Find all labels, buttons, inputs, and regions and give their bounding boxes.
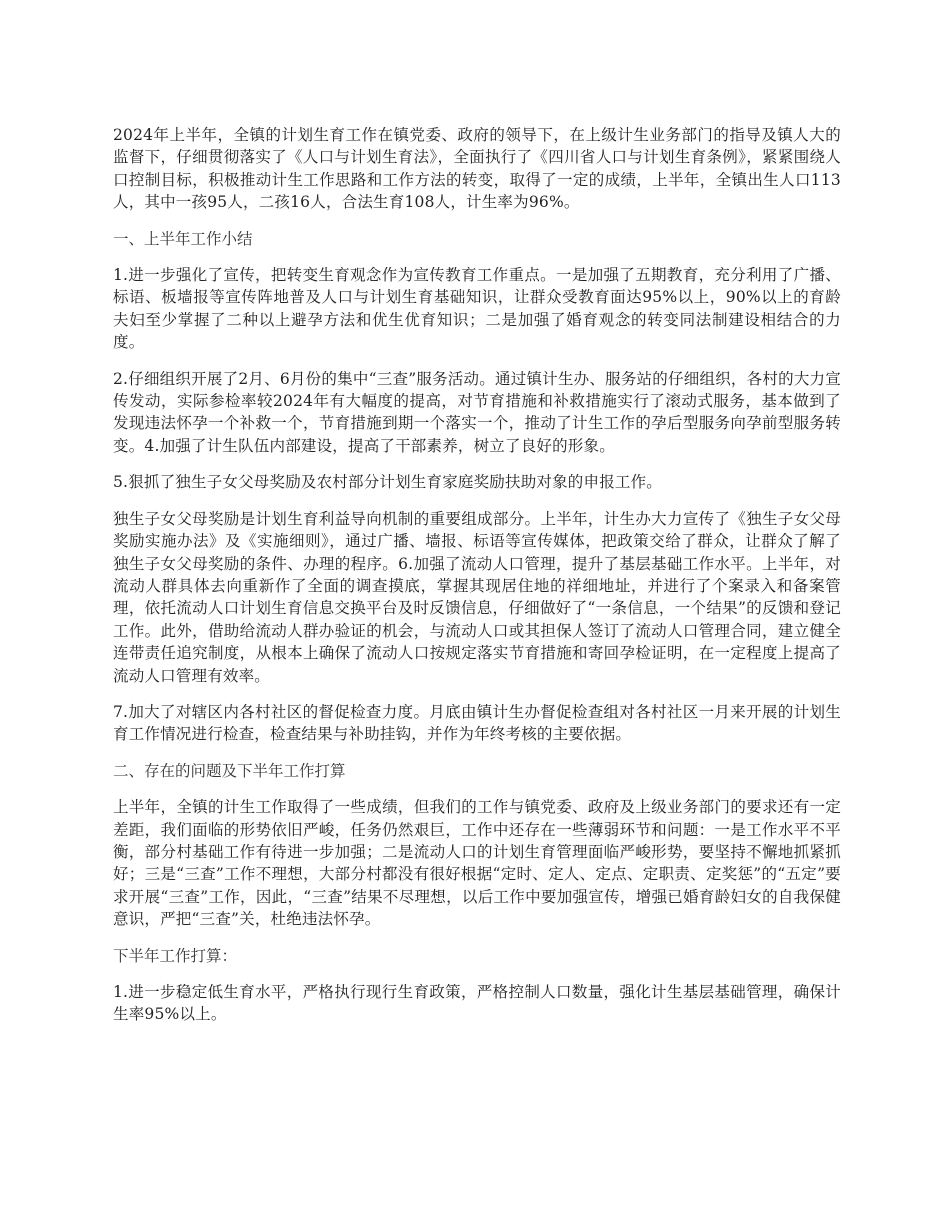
- plan-item-1: 1.进一步稳定低生育水平，严格执行现行生育政策，严格控制人口数量，强化计生基层基础管理，确保计生率95%以上。: [113, 983, 841, 1024]
- intro-paragraph: 2024年上半年，全镇的计划生育工作在镇党委、政府的领导下，在上级计生业务部门的指导及镇人大的监督下，仔细贯彻落实了《人口与计划生育法》，全面执行了《四川省人口与计划生育条例》，紧紧围绕人口控制目标，积极推动计生工作思路和工作方法的转变，取得了一定的成绩，上半年，全镇出生人口113人，其中一孩95人，二孩16人，合法生育108人，计生率为96%。: [113, 126, 841, 212]
- section-heading-problems: 二、存在的问题及下半年工作打算: [113, 761, 346, 780]
- summary-item-5: 5.狠抓了独生子女父母奖励及农村部分计划生育家庭奖励扶助对象的申报工作。: [113, 473, 662, 492]
- summary-item-1: 1.进一步强化了宣传，把转变生育观念作为宣传教育工作重点。一是加强了五期教育，充分利用了广播、标语、板墙报等宣传阵地普及人口与计划生育基础知识，让群众受教育面达95%以上，90%以上的育龄夫妇至少掌握了二种以上避孕方法和优生优育知识；二是加强了婚育观念的转变同法制建设相结合的力度。: [113, 266, 841, 352]
- summary-item-5-detail: 独生子女父母奖励是计划生育利益导向机制的重要组成部分。上半年，计生办大力宣传了《独生子女父母奖励实施办法》及《实施细则》，通过广播、墙报、标语等宣传媒体，把政策交给了群众，让群众了解了独生子女父母奖励的条件、办理的程序。6.加强了流动人口管理，提升了基层基础工作水平。上半年，对流动人群具体去向重新作了全面的调查摸底，掌握其现居住地的祥细地址，并进行了个案录入和备案管理，依托流动人口计划生育信息交换平台及时反馈信息，仔细做好了“一条信息，一个结果”的反馈和登记工作。此外，借助给流动人群办验证的机会，与流动人口或其担保人签订了流动人口管理合同，建立健全连带责任追究制度，从根本上确保了流动人口按规定落实节育措施和寄回孕检证明，在一定程度上提高了流动人口管理有效率。: [113, 509, 841, 685]
- plan-heading: 下半年工作打算：: [113, 946, 238, 965]
- summary-item-2: 2.仔细组织开展了2月、6月份的集中“三查”服务活动。通过镇计生办、服务站的仔细组织，各村的大力宣传发动，实际参检率较2024年有大幅度的提高，对节育措施和补救措施实行了滚动式服务，基本做到了发现违法怀孕一个补救一个，节育措施到期一个落实一个，推动了计生工作的孕后型服务向孕前型服务转变。4.加强了计生队伍内部建设，提高了干部素养，树立了良好的形象。: [113, 369, 841, 455]
- summary-item-7: 7.加大了对辖区内各村社区的督促检查力度。月底由镇计生办督促检查组对各村社区一月来开展的计划生育工作情况进行检查，检查结果与补助挂钩，并作为年终考核的主要依据。: [113, 702, 841, 744]
- section-heading-summary: 一、上半年工作小结: [113, 229, 253, 248]
- problems-paragraph: 上半年，全镇的计生工作取得了一些成绩，但我们的工作与镇党委、政府及上级业务部门的要求还有一定差距，我们面临的形势依旧严峻，任务仍然艰巨，工作中还存在一些薄弱环节和问题：一是工作水平不平衡，部分村基础工作有待进一步加强；二是流动人口的计划生育管理面临严峻形势，要坚持不懈地抓紧抓好；三是“三查”工作不理想，大部分村都没有很好根据“定时、定人、定点、定职责、定奖惩”的“五定”要求开展“三查”工作，因此，“三查”结果不尽理想，以后工作中要加强宣传，增强已婚育龄妇女的自我保健意识，严把“三查”关，杜绝违法怀孕。: [113, 798, 841, 929]
- document-body: [113, 124, 841, 1040]
